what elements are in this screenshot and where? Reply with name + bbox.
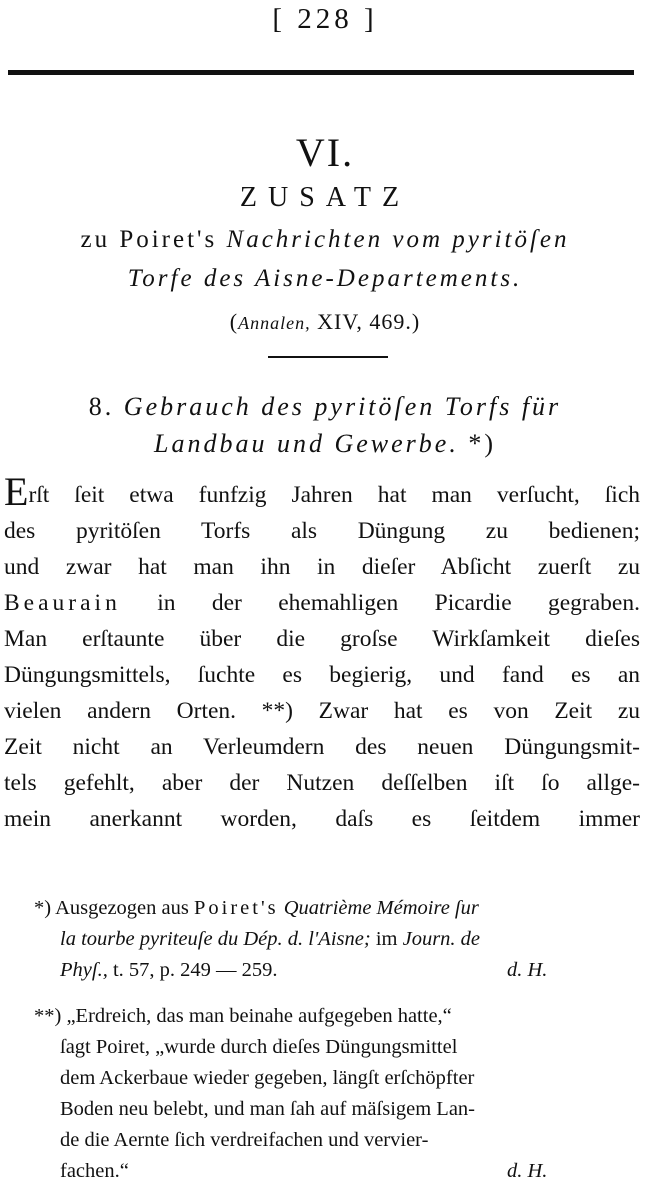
subheading-line-2 [0, 427, 650, 461]
footnote-1-signature: d. H. [507, 959, 548, 981]
header-rule [8, 70, 634, 75]
body-line-9: tels gefehlt, aber der Nutzen deſſelben iſt ſo allge- [4, 770, 640, 796]
footnote-1-line-2 [60, 924, 480, 954]
footnote-2-signature: d. H. [507, 1160, 548, 1182]
body-line-5: Man erſtaunte über die groſse Wirkſamkeit dieſes [4, 626, 640, 652]
body-line-8: Zeit nicht an Verleumdern des neuen Düngungsmit- [4, 734, 640, 760]
section-divider [268, 356, 388, 358]
footnote-1-journal-cont: Phyſ., [60, 959, 108, 981]
subtitle-prefix: zu Poiret's [80, 226, 218, 253]
subtitle-italic-1: Nachrichten vom pyritöſen [226, 226, 570, 253]
body-line-3: und zwar hat man ihn in dieſer Abſicht zuerſt zu [4, 554, 640, 580]
page-number: [ 228 ] [272, 3, 378, 35]
footnote-1-line-1 [34, 893, 479, 923]
footnote-2-line-5: de die Aernte ſich verdreifachen und vervier- [60, 1129, 429, 1151]
subtitle-line-1 [0, 223, 650, 257]
body-line-1 [4, 469, 640, 514]
footnote-1-line-3 [60, 955, 620, 985]
body-line-4 [4, 585, 640, 621]
drop-cap: E [4, 469, 29, 514]
subtitle-line-2 [0, 262, 650, 296]
body-line-7: vielen andern Orten. **) Zwar hat es von Zeit zu [4, 698, 640, 724]
footnote-2-text-6: fachen.“ [60, 1160, 129, 1182]
footnote-2-line-6 [60, 1156, 620, 1186]
reference-open: ( [229, 309, 239, 334]
footnote-1-title-cont: la tourbe pyriteuſe du Dép. d. l'Aisne; [60, 928, 371, 950]
footnote-1-text: Ausgezogen aus [55, 897, 189, 919]
body-line-10: mein anerkannt worden, daſs es ſeitdem immer [4, 806, 640, 832]
subheading-italic-1: Gebrauch des pyritöſen Torfs für [123, 392, 562, 421]
body-line-4-rest: in der ehemahligen Picardie gegraben. [120, 590, 640, 616]
source-reference [0, 307, 650, 338]
footnote-2-marker: **) [34, 1005, 62, 1027]
subheading-footnote-marker: *) [468, 429, 496, 458]
reference-journal: Annalen, [238, 313, 311, 333]
body-line-1-text: rſt ſeit etwa funfzig Jahren hat man verſucht, ſich [28, 482, 640, 508]
reference-volume: XIV, 469.) [317, 309, 421, 334]
subtitle-italic-2: Torfe des Aisne-Departements. [127, 265, 523, 292]
footnote-1-title: Quatrième Mémoire ſur [283, 897, 479, 919]
body-paragraph [4, 469, 640, 837]
subheading-italic-2: Landbau und Gewerbe. [154, 429, 459, 458]
subheading-number: 8. [88, 392, 115, 421]
footnote-2-line-1 [34, 1001, 452, 1031]
footnote-1-journal: Journ. de [402, 928, 481, 950]
footnote-2-line-3: dem Ackerbaue wieder gegeben, längſt erſchöpfter [60, 1067, 475, 1089]
footnote-1-author: Poiret's [193, 897, 279, 919]
body-line-2: des pyritöſen Torfs als Düngung zu bedienen; [4, 518, 640, 544]
footnote-1-im: im [375, 928, 398, 950]
footnote-2-line-4: Boden neu belebt, und man ſah auf mäſsigem Lan- [60, 1098, 476, 1120]
body-line-6: Düngungsmittels, ſuchte es begierig, und fand es an [4, 662, 640, 688]
spaced-place-name: Beaurain [4, 590, 121, 616]
footnote-2-line-2: ſagt Poiret, „wurde durch dieſes Düngungsmittel [60, 1036, 458, 1058]
footnote-1-marker: *) [34, 897, 52, 919]
section-number: VI. [295, 130, 355, 175]
footnote-2-text-1: „Erdreich, das man beinahe aufgegeben hatte,“ [66, 1005, 452, 1027]
subheading-line-1 [0, 390, 650, 424]
footnote-1-pages: t. 57, p. 249 — 259. [112, 959, 278, 981]
section-heading: ZUSATZ [239, 182, 411, 213]
